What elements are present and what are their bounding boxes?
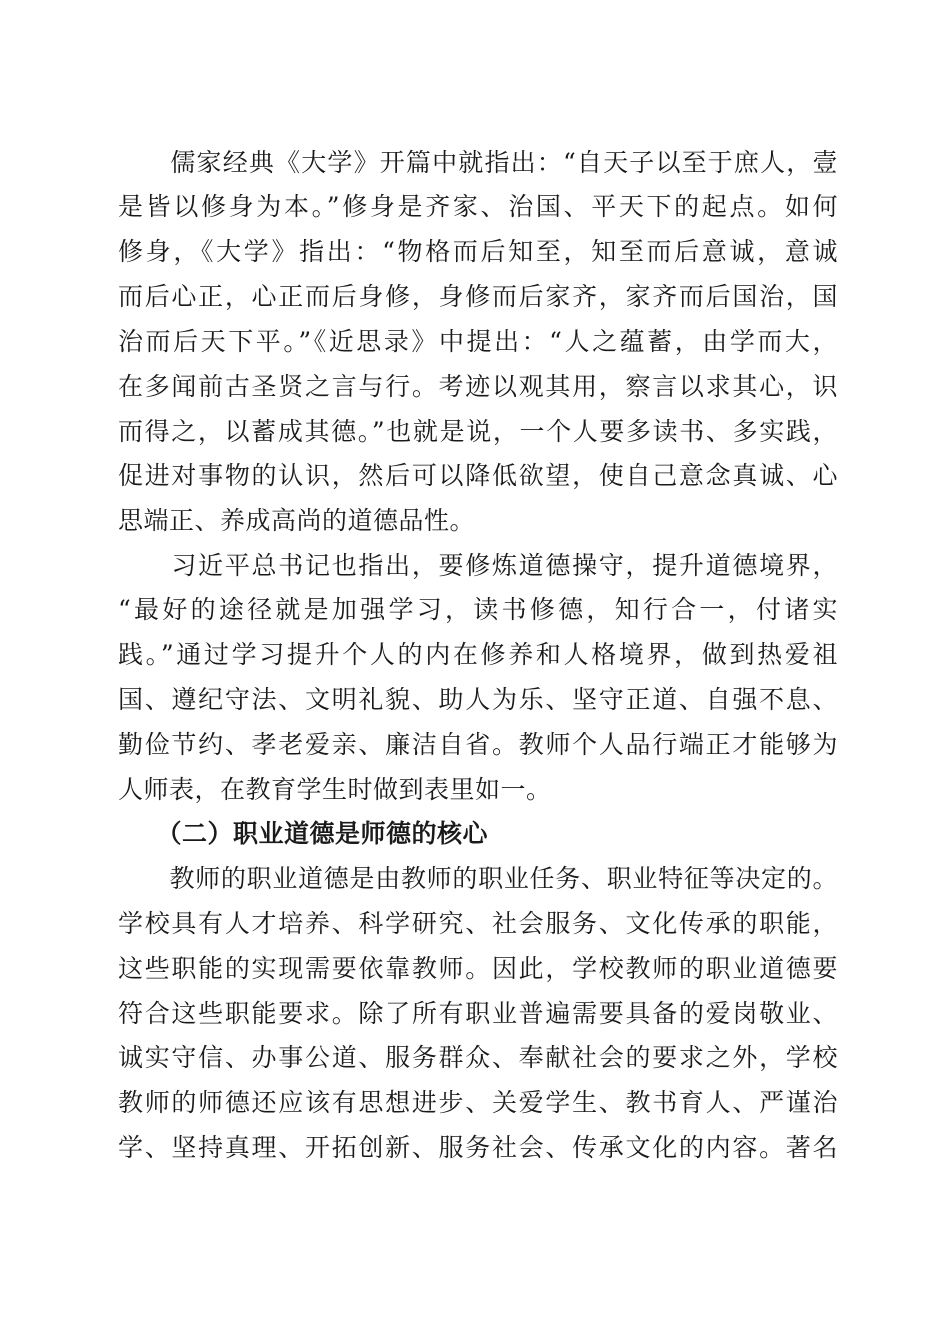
text-line: 勤俭节约、孝老爱亲、廉洁自省。教师个人品行端正才能够为	[118, 730, 838, 759]
text-line: 而得之，以蓄成其德。”也就是说，一个人要多读书、多实践，	[118, 417, 838, 446]
text-line: 国、遵纪守法、文明礼貌、助人为乐、坚守正道、自强不息、	[118, 685, 838, 714]
text-line: 儒家经典《大学》开篇中就指出：“自天子以至于庶人，壹	[118, 148, 838, 177]
text-line: 人师表，在教育学生时做到表里如一。	[118, 775, 552, 804]
text-line: 习近平总书记也指出，要修炼道德操守，提升道德境界，	[118, 551, 838, 580]
text-line: 思端正、养成高尚的道德品性。	[118, 506, 476, 535]
text-line: “最好的途径就是加强学习，读书修德，知行合一，付诸实	[118, 595, 838, 624]
text-line: 是皆以修身为本。”修身是齐家、治国、平天下的起点。如何	[118, 192, 838, 221]
text-line: 学校具有人才培养、科学研究、社会服务、文化传承的职能，	[118, 909, 838, 938]
text-line: 而后心正，心正而后身修，身修而后家齐，家齐而后国治，国	[118, 282, 838, 311]
text-line: 治而后天下平。”《近思录》中提出：“人之蕴蓄，由学而大，	[118, 327, 838, 356]
text-line: 促进对事物的认识，然后可以降低欲望，使自己意念真诚、心	[118, 461, 838, 490]
text-line: 诚实守信、办事公道、服务群众、奉献社会的要求之外，学校	[118, 1043, 838, 1072]
text-line: 修身，《大学》指出：“物格而后知至，知至而后意诚，意诚	[118, 237, 838, 266]
text-line: 践。”通过学习提升个人的内在修养和人格境界，做到热爱祖	[118, 640, 838, 669]
text-line: 学、坚持真理、开拓创新、服务社会、传承文化的内容。著名	[118, 1133, 838, 1162]
text-line: 教师的职业道德是由教师的职业任务、职业特征等决定的。	[118, 864, 838, 893]
section-heading: （二）职业道德是师德的核心	[118, 819, 489, 848]
text-line: 教师的师德还应该有思想进步、关爱学生、教书育人、严谨治	[118, 1088, 838, 1117]
text-line: 在多闻前古圣贤之言与行。考迹以观其用，察言以求其心，识	[118, 372, 838, 401]
text-line: 符合这些职能要求。除了所有职业普遍需要具备的爱岗敬业、	[118, 999, 838, 1028]
text-line: 这些职能的实现需要依靠教师。因此，学校教师的职业道德要	[118, 954, 838, 983]
